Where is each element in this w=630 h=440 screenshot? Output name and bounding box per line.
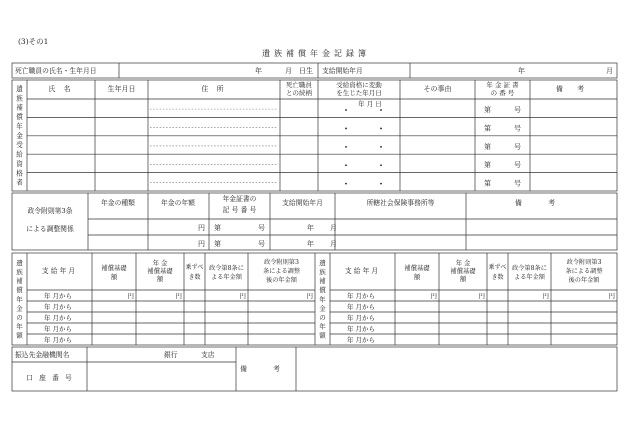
form-title: 遺族補償年金記録簿 xyxy=(262,49,370,58)
recipients-side-label-char: 年 xyxy=(16,122,23,131)
date-separator-dot xyxy=(380,109,382,111)
annual-yen-sup-L: 円 xyxy=(175,291,182,300)
adjustment-label-1: 政令附則第3条 xyxy=(27,207,73,215)
recipients-side-label-char: 給 xyxy=(16,150,23,159)
annual-from-label-L: 年 月から xyxy=(43,335,73,344)
adj-dai-label: 第 xyxy=(214,224,221,232)
annual-yen-base-L: 円 xyxy=(127,291,134,300)
annual-side-label-L-char: 族 xyxy=(16,267,23,276)
bank-branch-label: 支店 xyxy=(201,351,215,359)
date-separator-dot xyxy=(380,146,382,148)
annual-side-label-R-char: 金 xyxy=(319,304,326,313)
annual-col-mult-2-L: き数 xyxy=(188,274,201,281)
annual-side-label-L-char: 額 xyxy=(16,331,23,340)
col-remarks-header: 備 考 xyxy=(555,85,591,93)
date-separator-dot xyxy=(380,183,382,185)
date-separator-dot xyxy=(345,146,347,148)
cert-go-label: 号 xyxy=(514,161,521,170)
annual-col-sup-3-L: 額 xyxy=(156,276,164,283)
annual-side-label-L xyxy=(16,258,23,340)
annual-from-label-L: 年 月から xyxy=(43,291,73,300)
annual-side-label-R-char: 遺 xyxy=(319,258,326,267)
annual-yen-sup3-L: 円 xyxy=(306,291,313,300)
bank-bank-label: 銀行 xyxy=(164,351,178,359)
annual-col-base-2-R: 額 xyxy=(413,274,421,281)
recipients-side-label-char: 補 xyxy=(16,103,23,112)
annual-side-label-R-char: 年 xyxy=(319,295,326,304)
date-separator-dot xyxy=(380,164,382,166)
annual-col-sup3-2-L: 条による調整 xyxy=(262,268,301,275)
adj-yen-label: 円 xyxy=(198,224,205,232)
col-change-header-1: 受給資格に変動 xyxy=(336,81,382,89)
start-month-label: 月 xyxy=(606,67,613,75)
cert-go-label: 号 xyxy=(514,142,521,151)
col-cert-header-1: 年 金 証 書 xyxy=(486,81,519,89)
annual-col-art8-1-R: 政令第8条に xyxy=(512,265,547,272)
bank-table-border xyxy=(12,347,617,391)
year-label: 年 xyxy=(255,67,262,75)
annual-col-mult-1-L: 乗ずべ xyxy=(185,264,204,271)
annual-yen-art8-R: 円 xyxy=(542,291,549,300)
cert-dai-label: 第 xyxy=(484,106,491,115)
annual-yen-sup3-R: 円 xyxy=(608,291,615,300)
annual-side-label-L-char: 遺 xyxy=(16,258,23,267)
recipients-side-label-char: 資 xyxy=(16,159,23,168)
recipients-side-label xyxy=(16,84,23,187)
date-separator-dot xyxy=(345,128,347,130)
cert-go-label: 号 xyxy=(514,179,521,188)
annual-side-label-L-char: 年 xyxy=(16,322,23,331)
recipients-side-label-char: 受 xyxy=(16,141,23,150)
recipients-side-label-char: 族 xyxy=(16,94,23,103)
annual-col-sup3-2-R: 条による調整 xyxy=(565,268,603,275)
adj-year-label: 年 xyxy=(307,224,314,232)
bank-account-label: 口 座 番 号 xyxy=(26,374,74,382)
adj-col-cert-2: 記 号 番 号 xyxy=(222,206,257,214)
adj-month-label: 月 xyxy=(330,240,337,248)
col-relation-header-2: との続柄 xyxy=(286,89,312,97)
bank-institution-label: 振込先金融機関名 xyxy=(15,351,70,359)
annual-side-label-R-char: の xyxy=(319,313,326,322)
header-row-border xyxy=(12,63,617,78)
col-address-header: 住 所 xyxy=(201,85,227,93)
adj-yen-label: 円 xyxy=(198,240,205,248)
annual-from-label-R: 年 月から xyxy=(346,324,376,333)
adj-col-remarks: 備 考 xyxy=(514,199,568,207)
annual-yen-sup-R: 円 xyxy=(478,291,485,300)
annual-col-sup3-3-L: 後の年金額 xyxy=(266,277,297,284)
annual-side-label-R-char: 償 xyxy=(319,286,326,295)
annual-col-mult-2-R: き数 xyxy=(491,274,504,281)
col-name-header: 氏 名 xyxy=(48,85,74,93)
adj-go-label: 号 xyxy=(258,240,265,248)
recipients-side-label-char: 格 xyxy=(16,169,23,178)
start-year-label: 年 xyxy=(518,67,525,75)
annual-col-art8-2-R: よる年金額 xyxy=(514,274,545,281)
annual-from-label-L: 年 月から xyxy=(43,324,73,333)
adj-col-amount: 年金の年額 xyxy=(161,199,195,207)
deceased-name-dob-label: 死亡職員の氏名・生年月日 xyxy=(15,67,97,75)
annual-col-sup-2-R: 補償基礎 xyxy=(450,268,476,275)
annual-yen-base-R: 円 xyxy=(430,291,437,300)
annual-from-label-L: 年 月から xyxy=(43,302,73,311)
annual-from-label-R: 年 月から xyxy=(346,313,376,322)
col-cert-header-2: の 番 号 xyxy=(490,89,515,97)
annual-col-sup-1-L: 年 金 xyxy=(152,260,168,267)
recipients-side-label-char: 者 xyxy=(16,178,23,187)
annual-side-label-R-char: 額 xyxy=(319,331,326,340)
annual-side-label-R-char: 族 xyxy=(319,267,326,276)
day-born-label: 日生 xyxy=(299,67,313,75)
annual-from-label-R: 年 月から xyxy=(346,302,376,311)
section-label: (3)その1 xyxy=(18,37,49,46)
bank-remarks-label: 備 考 xyxy=(240,365,292,373)
payment-start-label: 支給開始年月 xyxy=(322,67,363,75)
annual-from-label-R: 年 月から xyxy=(346,335,376,344)
annual-col-art8-2-L: よる年金額 xyxy=(211,274,242,281)
cert-dai-label: 第 xyxy=(484,124,491,133)
col-dob-header: 生年月日 xyxy=(107,85,136,93)
annual-side-label-L-char: 金 xyxy=(16,304,23,313)
recipients-side-label-char: 金 xyxy=(16,131,23,140)
adj-col-type: 年金の種類 xyxy=(101,199,135,207)
annual-col-base-1-L: 補償基礎 xyxy=(101,265,127,272)
annual-side-label-L-char: の xyxy=(16,313,23,322)
cert-go-label: 号 xyxy=(514,124,521,133)
adj-col-office: 所轄社会保険事務所等 xyxy=(366,199,435,207)
annual-side-label-R-char: 年 xyxy=(319,322,326,331)
annual-col-mult-1-R: 乗ずべ xyxy=(488,264,507,271)
recipients-side-label-char: 遺 xyxy=(16,84,23,93)
annual-side-label-L-char: 年 xyxy=(16,295,23,304)
adj-col-cert-1: 年金証書の xyxy=(222,195,257,203)
annual-col-month-L: 支給年月 xyxy=(41,267,78,275)
col-change-header-2: を生じた年月日 xyxy=(336,89,382,97)
annual-col-art8-1-L: 政令第8条に xyxy=(209,265,244,272)
adj-year-label: 年 xyxy=(307,240,314,248)
annual-from-label-L: 年 月から xyxy=(43,313,73,322)
annual-side-label-L-char: 補 xyxy=(16,277,23,286)
cert-go-label: 号 xyxy=(514,106,521,115)
adj-go-label: 号 xyxy=(258,224,265,232)
adj-month-label: 月 xyxy=(330,224,337,232)
col-relation-header-1: 死亡職員 xyxy=(286,81,312,89)
annual-col-base-1-R: 補償基礎 xyxy=(404,265,430,272)
annual-side-label-L-char: 償 xyxy=(16,286,23,295)
annual-col-sup3-3-R: 後の年金額 xyxy=(568,277,600,284)
col-reason-header: その事由 xyxy=(423,85,452,93)
cert-dai-label: 第 xyxy=(484,179,491,188)
annual-from-label-R: 年 月から xyxy=(346,291,376,300)
recipients-side-label-char: 償 xyxy=(16,113,23,122)
annual-side-label-R xyxy=(319,258,326,340)
annual-side-label-R-char: 補 xyxy=(319,277,326,286)
date-separator-dot xyxy=(345,109,347,111)
cert-dai-label: 第 xyxy=(484,142,491,151)
annual-col-sup3-1-R: 政令附則第3 xyxy=(566,259,602,266)
annual-col-sup-3-R: 額 xyxy=(459,276,467,283)
annual-col-month-R: 支給年月 xyxy=(344,267,381,275)
adj-dai-label: 第 xyxy=(214,240,221,248)
cert-dai-label: 第 xyxy=(484,161,491,170)
month-label: 月 xyxy=(285,67,292,75)
date-separator-dot xyxy=(345,164,347,166)
adj-col-start: 支給開始年月 xyxy=(282,199,323,207)
date-separator-dot xyxy=(345,183,347,185)
annual-col-base-2-L: 額 xyxy=(110,274,118,281)
annual-col-sup3-1-L: 政令附則第3 xyxy=(264,259,299,266)
annual-yen-art8-L: 円 xyxy=(239,291,246,300)
col-change-ymd: 年 月 日 xyxy=(358,100,382,108)
adjustment-label-2: による調整関係 xyxy=(26,225,74,233)
annual-col-sup-1-R: 年 金 xyxy=(455,260,471,267)
annual-col-sup-2-L: 補償基礎 xyxy=(147,268,173,275)
date-separator-dot xyxy=(380,128,382,130)
